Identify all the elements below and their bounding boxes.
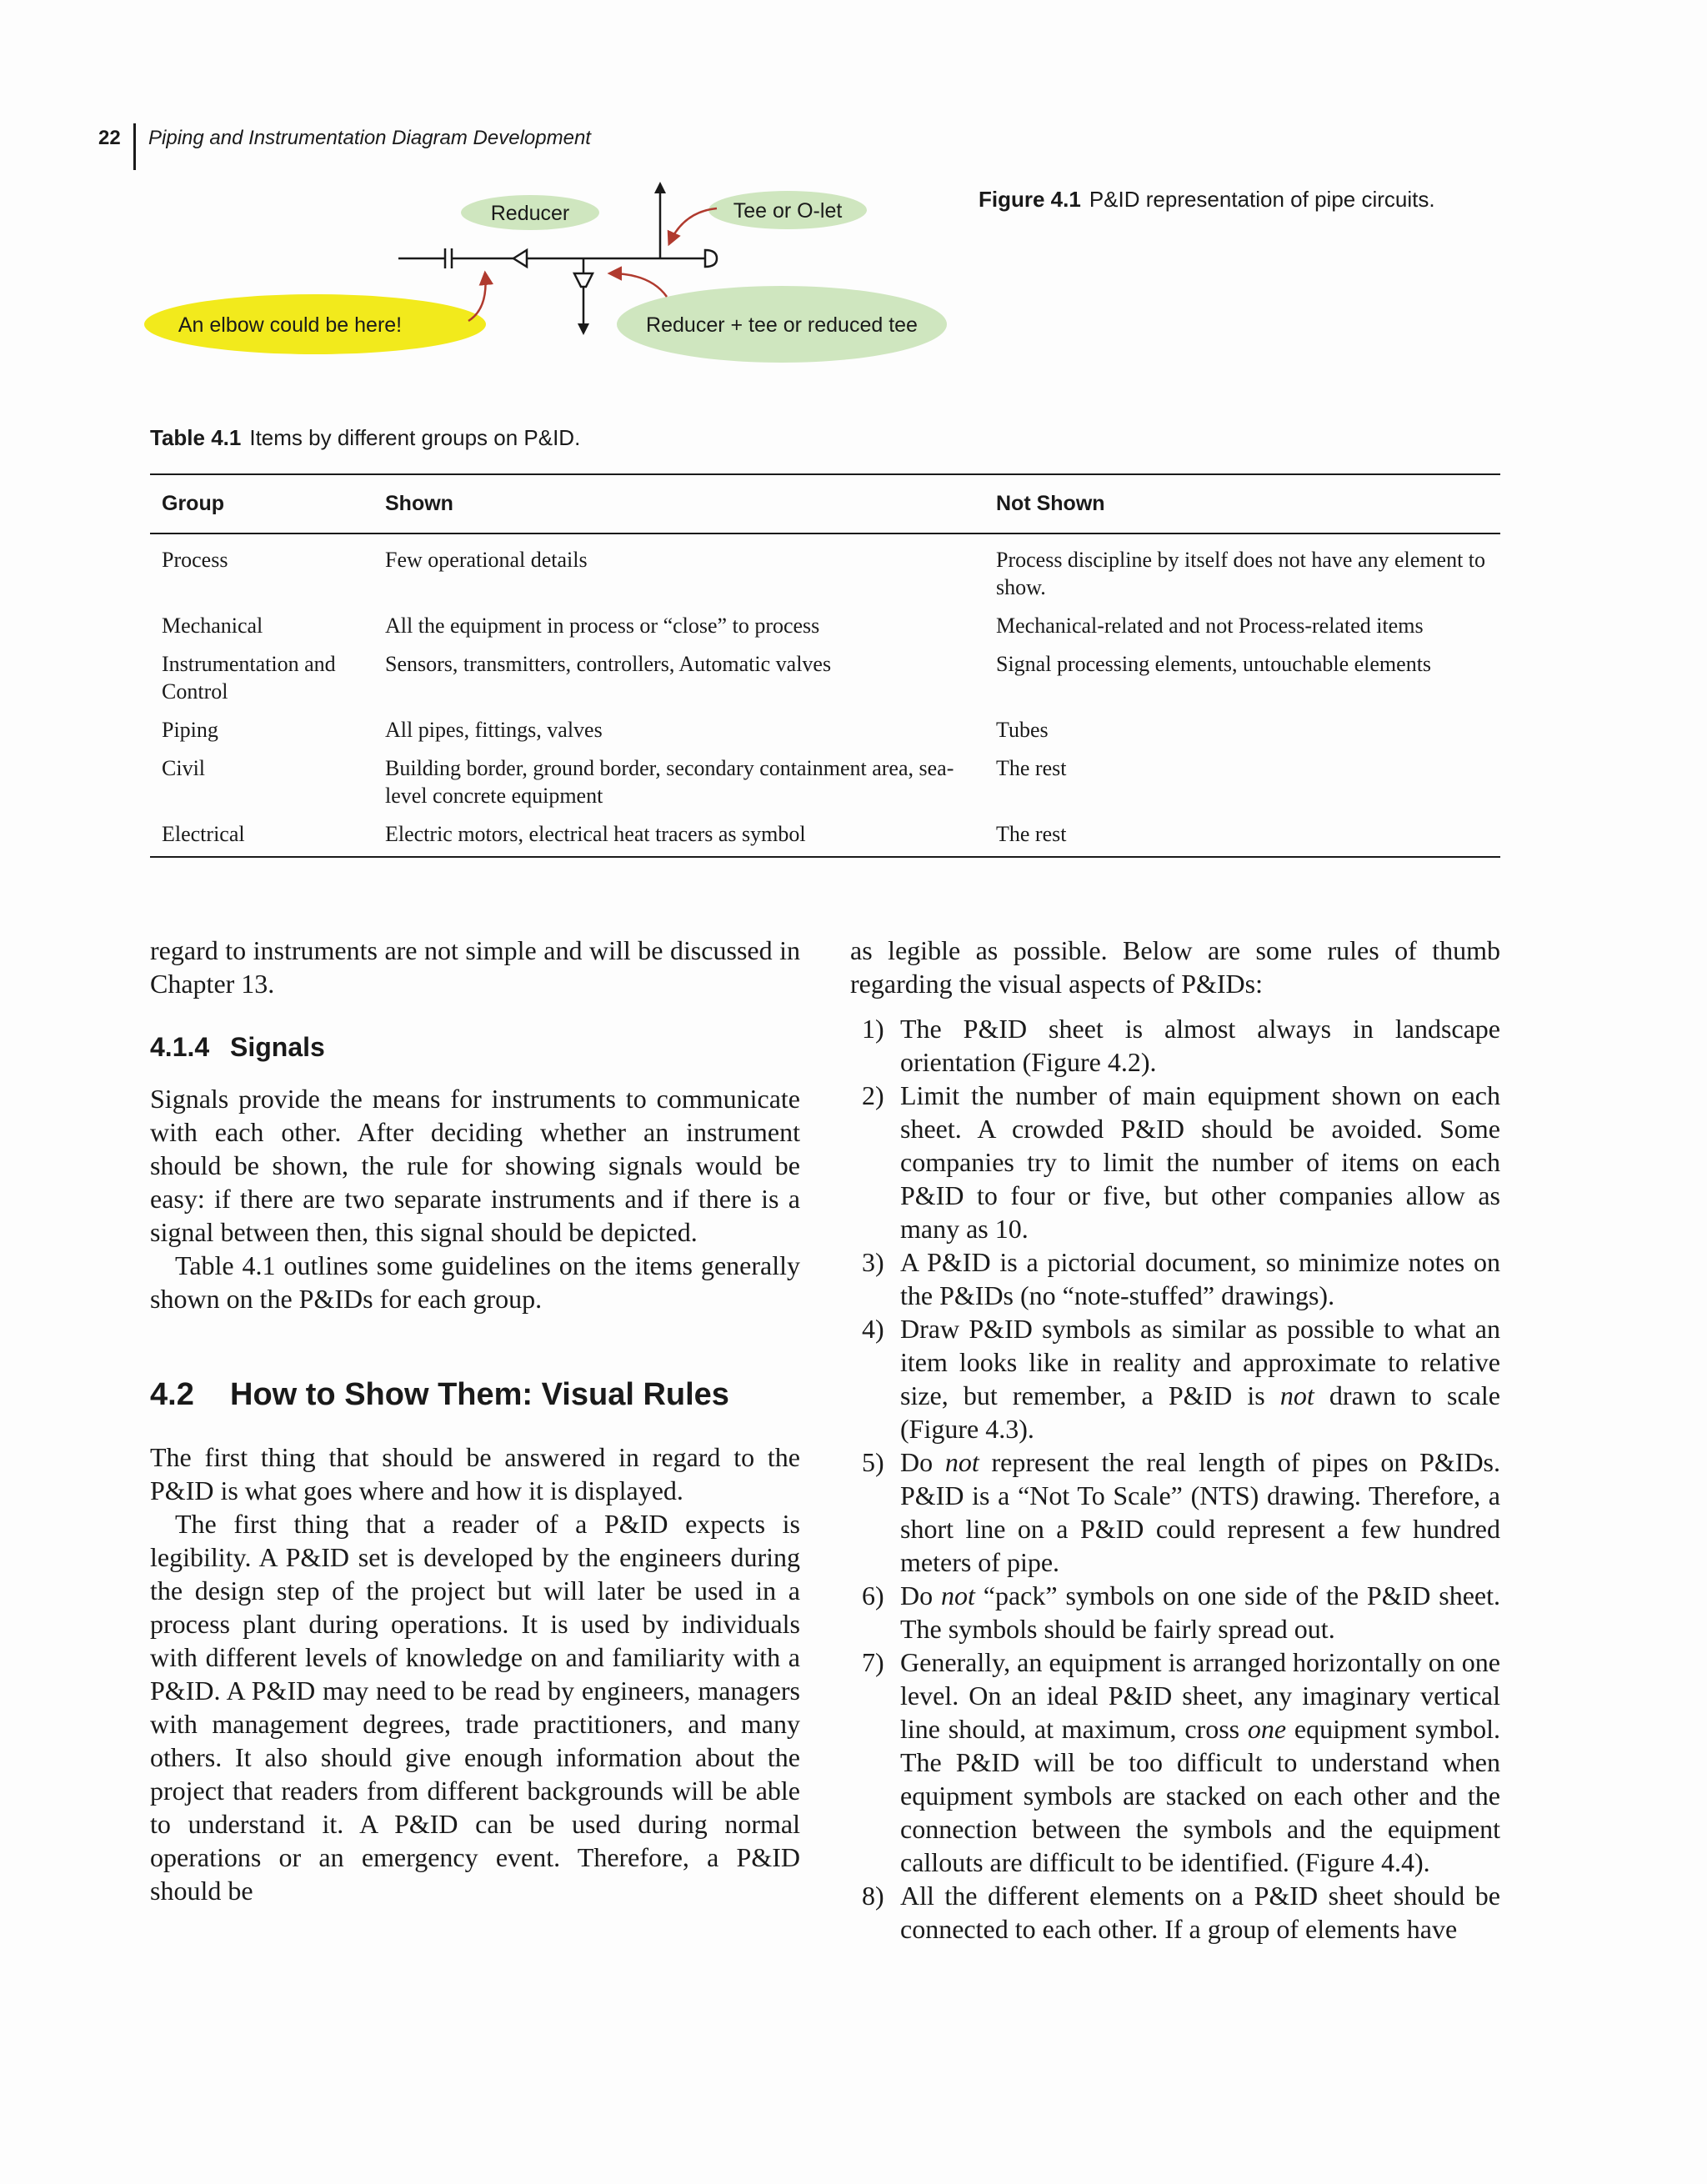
list-marker: 6) [862, 1580, 884, 1610]
list-item [850, 1079, 1500, 1245]
list-item-text: Do [900, 1447, 945, 1477]
table-row [150, 650, 1500, 716]
list-item-emphasis: not [1279, 1380, 1314, 1410]
body-paragraph: regard to instruments are not simple and will be discussed in Chapter 13. [150, 935, 800, 999]
list-item-text: represent the real length of pipes on P&IDs. P&ID is a “Not To Scale” (NTS) drawing. Therefore, a short line on a P&ID could represent a few hundred meters of pipe. [900, 1447, 1501, 1577]
reduced-tee-pointer-arrow [610, 273, 667, 297]
reduced-tee-label: Reducer + tee or reduced tee [646, 313, 918, 337]
left-column [150, 934, 800, 1907]
table-cell: Few operational details [385, 548, 588, 572]
reducer-label: Reducer [490, 202, 570, 225]
elbow-label: An elbow could be here! [178, 313, 403, 337]
table-header-row [150, 474, 1500, 533]
list-item-emphasis: not [944, 1447, 979, 1477]
visual-rules-list [850, 1012, 1500, 1946]
right-column [850, 934, 1500, 1946]
list-item-text: Draw P&ID symbols as similar as possible to what an item looks like in reality and approximate to relative size, but remember, a P&ID is [900, 1314, 1500, 1410]
up-arrow-icon [654, 182, 666, 193]
list-item [850, 1646, 1500, 1879]
body-paragraph: The first thing that a reader of a P&ID expects is legibility. A P&ID set is developed by the engineers during the design step of the project but will later be used in a process plant during operations. It is used by individuals with different levels of knowledge on and familiarity with a P&ID. A P&ID may need to be read by engineers, managers with management degrees, trade practitioners, and many others. It also should give enough information about the project that readers from different backgrounds will be able to understand it. A P&ID can be used during normal operations or an emergency event. Therefore, a P&ID should be [150, 1509, 800, 1906]
list-item [850, 1012, 1500, 1079]
list-item-text: All the different elements on a P&ID sheet should be connected to each other. If a group of elements have [900, 1881, 1500, 1944]
list-item-emphasis: one [1247, 1714, 1287, 1744]
figure-caption-text: P&ID representation of pipe circuits. [1089, 187, 1435, 212]
table-row [150, 716, 1500, 754]
list-marker: 1) [862, 1014, 884, 1044]
table-cell: Electric motors, electrical heat tracers as symbol [373, 820, 984, 857]
body-paragraph: The first thing that should be answered in regard to the P&ID is what goes where and how it is displayed. [150, 1442, 800, 1505]
list-marker: 3) [862, 1247, 884, 1277]
list-item-text: “pack” symbols on one side of the P&ID sheet. The symbols should be fairly spread out. [900, 1580, 1501, 1644]
table-caption-text: Items by different groups on P&ID. [249, 425, 581, 450]
column-header: Not Shown [984, 474, 1500, 533]
column-header: Group [150, 474, 373, 533]
table-cell: The rest [996, 756, 1067, 780]
list-marker: 4) [862, 1314, 884, 1344]
table-caption [150, 425, 580, 451]
table-cell: Mechanical [162, 614, 263, 638]
column-header: Shown [373, 474, 984, 533]
table-cell: Electrical [150, 820, 373, 857]
table-cell: Sensors, transmitters, controllers, Automatic valves [385, 652, 832, 676]
table-cell: Process [162, 548, 228, 572]
table-cell: Civil [162, 756, 206, 780]
table-cell: All pipes, fittings, valves [385, 718, 603, 742]
list-item [850, 1445, 1500, 1579]
table-cell: All the equipment in process or “close” to process [385, 614, 820, 638]
list-marker: 7) [862, 1647, 884, 1677]
list-item-emphasis: not [941, 1580, 975, 1610]
tee-label: Tee or O-let [733, 199, 843, 223]
running-title: Piping and Instrumentation Diagram Development [148, 127, 591, 149]
list-item [850, 1312, 1500, 1445]
table-row [150, 612, 1500, 650]
section-number: 4.2 [150, 1377, 194, 1412]
list-item-text: The P&ID sheet is almost always in landscape orientation (Figure 4.2). [900, 1014, 1500, 1077]
section-heading [150, 1374, 800, 1415]
body-paragraph: Table 4.1 outlines some guidelines on the items generally shown on the P&IDs for each group. [150, 1250, 800, 1314]
body-paragraph: as legible as possible. Below are some rules of thumb regarding the visual aspects of P&IDs: [850, 935, 1500, 999]
list-item-text: Do [900, 1580, 941, 1610]
tee-pointer-arrow [669, 208, 717, 243]
table-cell: Building border, ground border, secondary containment area, sea-level concrete equipment [385, 756, 954, 808]
table-cell: Tubes [996, 718, 1049, 742]
list-marker: 2) [862, 1080, 884, 1110]
table-row [150, 820, 1500, 857]
list-item-text: A P&ID is a pictorial document, so minimize notes on the P&IDs (no “note-stuffed” drawings). [900, 1247, 1500, 1310]
down-arrow-icon [578, 323, 589, 335]
table-row [150, 533, 1500, 612]
table-row [150, 754, 1500, 820]
body-paragraph: Signals provide the means for instruments to communicate with each other. After deciding whether an instrument should be shown, the rule for showing signals would be easy: if there are two separate instruments and if there is a signal between then, this signal should be depicted. [150, 1084, 800, 1247]
groups-table [150, 473, 1500, 858]
figure-pipe-circuits [142, 175, 959, 375]
table-label: Table 4.1 [150, 425, 242, 450]
table-cell: Signal processing elements, untouchable elements [996, 652, 1432, 676]
table-cell: Mechanical-related and not Process-related items [996, 614, 1424, 638]
figure-label: Figure 4.1 [979, 187, 1081, 212]
subsection-number: 4.1.4 [150, 1032, 210, 1062]
table-cell: Piping [162, 718, 218, 742]
list-item [850, 1879, 1500, 1946]
list-marker: 5) [862, 1447, 884, 1477]
section-title: How to Show Them: Visual Rules [230, 1377, 729, 1412]
list-item-text: Generally, an equipment is arranged horizontally on one level. On an ideal P&ID sheet, any imaginary vertical line should, at maximum, cross [900, 1647, 1500, 1744]
table-cell: Instrumentation and Control [162, 652, 336, 704]
list-item-text: drawn to scale (Figure 4.3). [900, 1380, 1501, 1444]
table-cell: The rest [984, 820, 1500, 857]
list-marker: 8) [862, 1881, 884, 1911]
table-cell: Process discipline by itself does not have any element to show. [996, 548, 1486, 599]
figure-caption [979, 187, 1435, 213]
page-number: 22 [98, 127, 121, 149]
list-item-text: Limit the number of main equipment shown on each sheet. A crowded P&ID should be avoided. Some companies try to limit the number of items on each P&ID to four or five, but other companies allow as many as 10. [900, 1080, 1500, 1244]
header-divider [133, 123, 136, 170]
list-item-text: equipment symbol. The P&ID will be too difficult to understand when equipment symbols are stacked on each other and the connection between the symbols and the equipment callouts are difficult to be identified. (Figure 4.4). [900, 1714, 1501, 1877]
list-item [850, 1245, 1500, 1312]
subsection-heading [150, 1030, 800, 1064]
subsection-title: Signals [230, 1032, 325, 1062]
list-item [850, 1579, 1500, 1646]
